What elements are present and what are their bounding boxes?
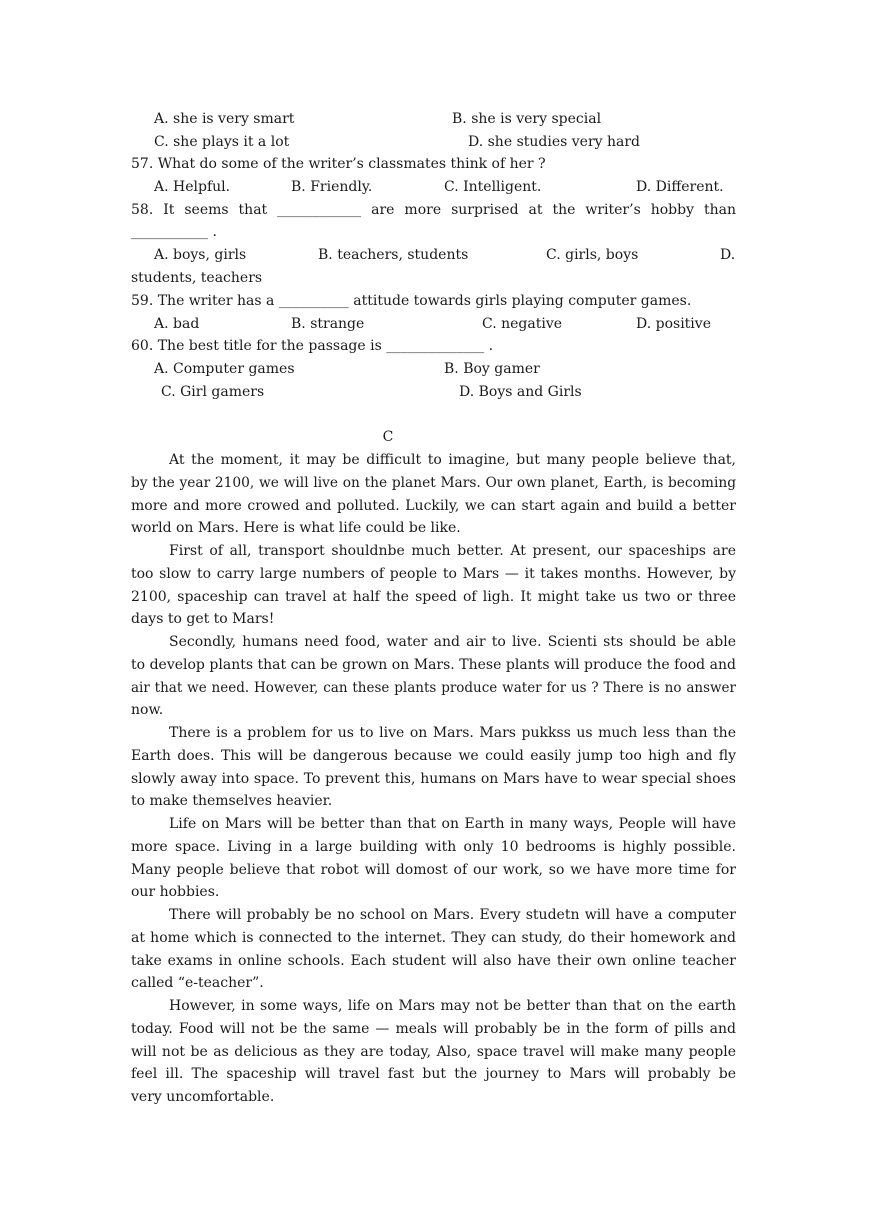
passage-line: by the year 2100, we will live on the planet Mars. Our own planet, Earth, is becoming [131,475,736,491]
q56-option-b: B. she is very special [452,111,602,127]
passage-line: air that we need. However, can these plants produce water for us ? There is no answer [131,680,736,696]
q60-option-b: B. Boy gamer [444,361,540,377]
passage-line: Many people believe that robot will domost of our work, so we have more time for [131,862,736,878]
q58-option-a: A. boys, girls [154,247,247,263]
q59-option-c: C. negative [482,316,563,332]
passage-line: will not be as delicious as they are today, Also, space travel will make many people [131,1044,736,1060]
passage-line: Life on Mars will be better than that on Earth in many ways, People will have [169,816,736,832]
section-title: C [382,429,394,445]
passage-line: to develop plants that can be grown on Mars. These plants will produce the food and [131,657,736,673]
passage-line: At the moment, it may be difficult to imagine, but many people believe that, [169,452,736,468]
q56-option-d: D. she studies very hard [468,134,641,150]
q59-option-d: D. positive [636,316,711,332]
q60-option-c: C. Girl gamers [161,384,265,400]
q57-option-c: C. Intelligent. [444,179,542,195]
passage-line: very uncomfortable. [131,1089,275,1105]
q59-option-a: A. bad [154,316,200,332]
passage-line: slowly away into space. To prevent this, humans on Mars have to wear special shoes [131,771,736,787]
passage-line: days to get to Mars! [131,611,275,627]
passage-line: Secondly, humans need food, water and air to live. Scienti sts should be able [169,634,736,650]
q56-option-c: C. she plays it a lot [154,134,290,150]
q58-option-d: D. [720,247,736,263]
q58-stem-line1: 58. It seems that ____________ are more surprised at the writer’s hobby than [131,202,736,218]
q57-option-a: A. Helpful. [154,179,231,195]
passage-line: today. Food will not be the same — meals will probably be in the form of pills and [131,1021,736,1037]
passage-line: more space. Living in a large building with only 10 bedrooms is highly possible. [131,839,736,855]
passage-line: too slow to carry large numbers of people to Mars — it takes months. However, by [131,566,736,582]
passage-line: 2100, spaceship can travel at half the speed of ligh. It might take us two or three [131,589,736,605]
q57-option-b: B. Friendly. [291,179,373,195]
q58-option-c: C. girls, boys [546,247,639,263]
q58-option-b: B. teachers, students [318,247,469,263]
passage-line: world on Mars. Here is what life could be like. [131,520,461,536]
q60-option-d: D. Boys and Girls [459,384,582,400]
q57-option-d: D. Different. [636,179,724,195]
passage-line: However, in some ways, life on Mars may not be better than that on the earth [169,998,736,1014]
q59-stem: 59. The writer has a __________ attitude towards girls playing computer games. [131,293,692,309]
passage-line: feel ill. The spaceship will travel fast but the journey to Mars will probably be [131,1066,736,1082]
passage-line: to make themselves heavier. [131,793,333,809]
q58-stem-line2: ___________ . [131,224,217,240]
q56-option-a: A. she is very smart [154,111,295,127]
q60-option-a: A. Computer games [154,361,295,377]
passage-line: more and more crowed and polluted. Luckily, we can start again and build a better [131,498,736,514]
passage-line: There will probably be no school on Mars. Every studetn will have a computer [169,907,736,923]
q57-stem: 57. What do some of the writer’s classmates think of her ? [131,156,546,172]
passage-line: called “e-teacher”. [131,975,264,991]
passage-line: at home which is connected to the internet. They can study, do their homework and [131,930,736,946]
passage-line: now. [131,702,164,718]
q58-option-d-continued: students, teachers [131,270,263,286]
passage-line: There is a problem for us to live on Mars. Mars pukkss us much less than the [169,725,736,741]
passage-line: Earth does. This will be dangerous because we could easily jump too high and fly [131,748,736,764]
q60-stem: 60. The best title for the passage is ______________ . [131,338,494,354]
q59-option-b: B. strange [291,316,365,332]
passage-line: our hobbies. [131,884,220,900]
passage-line: First of all, transport shouldnbe much better. At present, our spaceships are [169,543,736,559]
passage-line: take exams in online schools. Each student will also have their own online teacher [131,953,736,969]
